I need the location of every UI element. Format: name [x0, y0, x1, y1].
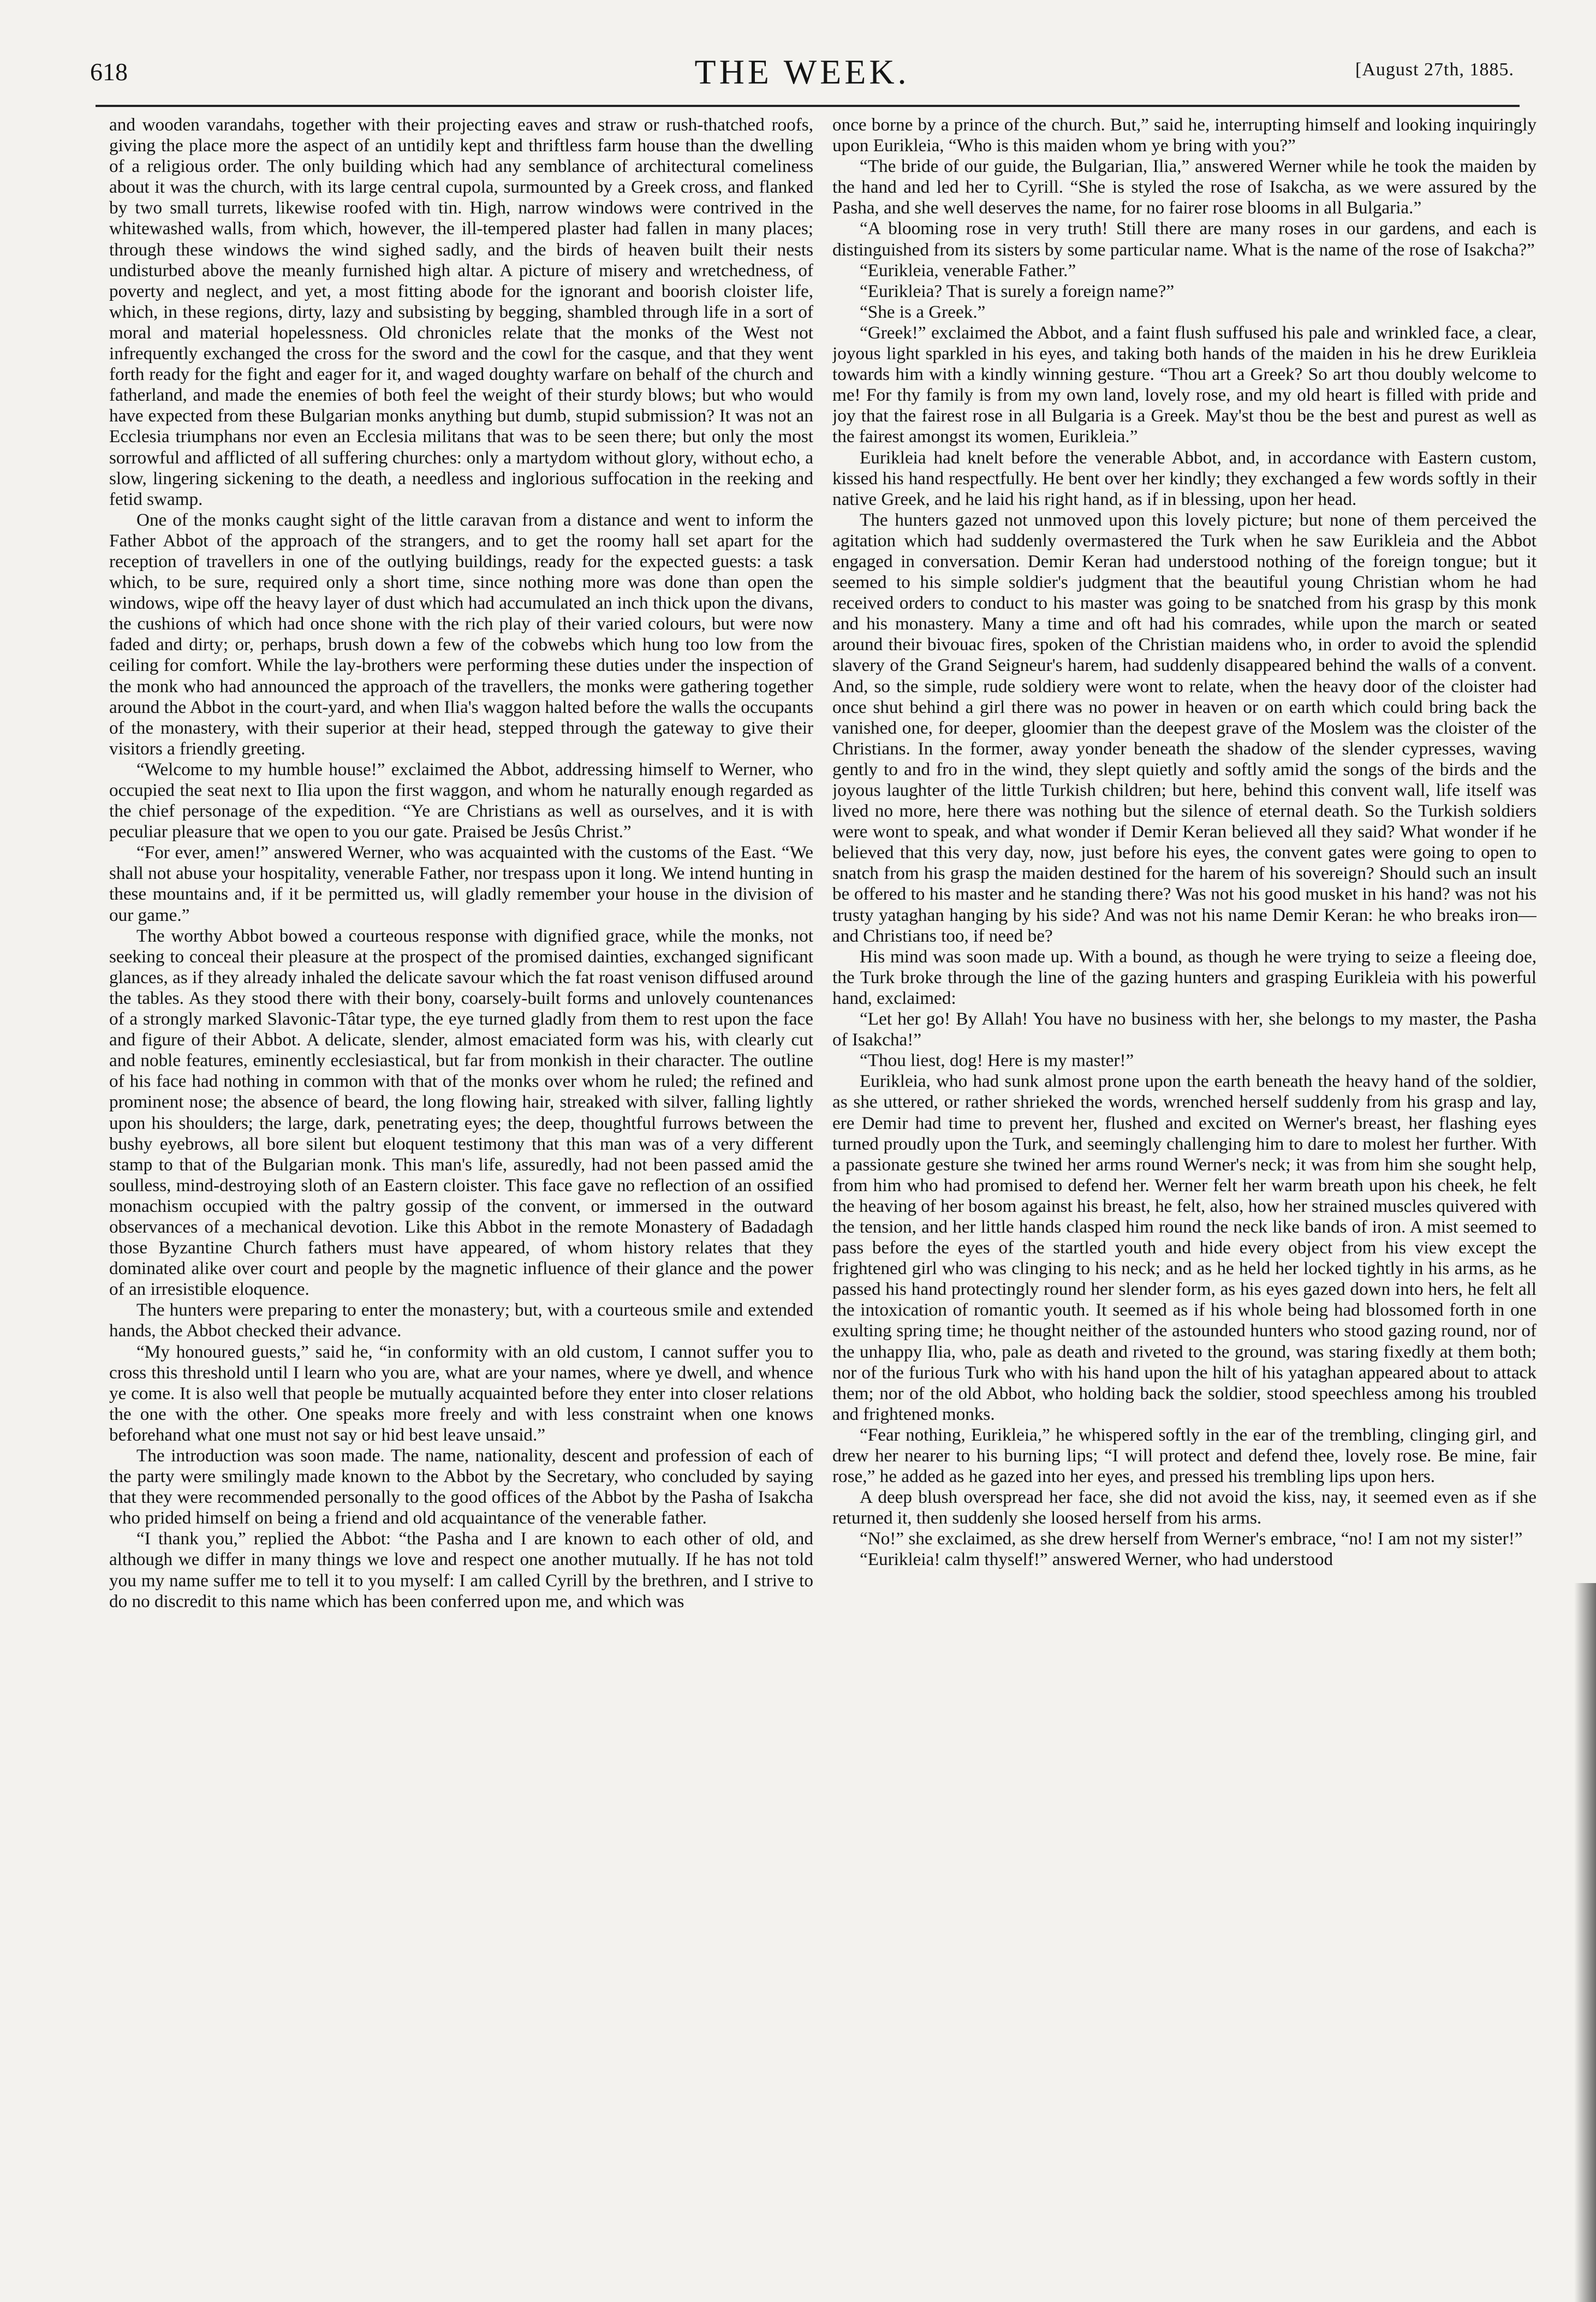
paragraph: “For ever, amen!” answered Werner, who was acquainted with the customs of the East. “We shall not abuse your hospitality, venerable Father, nor trespass upon it long. We intend hunting in these mountains and, if it be permitted us, will gladly remember your house in the division of our game.” [109, 842, 813, 925]
paragraph: “No!” she exclaimed, as she drew herself from Werner's embrace, “no! I am not my sister!” [860, 1528, 1523, 1549]
paragraph: A deep blush overspread her face, she did not avoid the kiss, nay, it seemed even as if she returned it, then suddenly she loosed herself from his arms. [832, 1487, 1537, 1528]
paragraph: The introduction was soon made. The name, nationality, descent and profession of each of the party were smilingly made known to the Abbot by the Secretary, who concluded by saying that they were recommended personally to the good offices of the Abbot by the Pasha of Isakcha who prided himself on being a friend and old acquaintance of the venerable father. [109, 1446, 813, 1528]
paragraph: “The bride of our guide, the Bulgarian, Ilia,” answered Werner while he took the maiden by the hand and led her to Cyrill. “She is styled the rose of Isakcha, as we were assured by the Pasha, and she well deserves the name, for no fairer rose blooms in all Bulgaria.” [832, 156, 1537, 218]
paragraph: The worthy Abbot bowed a courteous response with dignified grace, while the monks, not seeking to conceal their pleasure at the prospect of the promised dainties, exchanged significant glances, as if they already inhaled the delicate savour which the fat roast venison diffused around the tables. As they stood there with their bony, coarsely-built forms and unlovely countenances of a strongly marked Slavonic-Tâtar type, the eye turned gladly from them to rest upon the face and figure of their Abbot. A delicate, slender, almost emaciated form was his, with clearly cut and noble features, eminently ecclesiastical, but far from monkish in their character. The outline of his face had nothing in common with that of the monks over whom he ruled; the refined and prominent nose; the absence of beard, the long flowing hair, streaked with silver, falling lightly upon his shoulders; the large, dark, penetrating eyes; the deep, thoughtful furrows between the bushy eyebrows, all bore silent but eloquent testimony that this man was of a very different stamp to that of the Bulgarian monk. This man's life, assuredly, had not been passed amid the soulless, mind-destroying sloth of an Eastern cloister. This face gave no reflection of an ossified monachism occupied with the paltry gossip of the convent, or immersed in the outward observances of a mechanical devotion. Like this Abbot in the remote Monastery of Badadagh those Byzantine Church fathers must have appeared, of whom history relates that they dominated alike over court and people by the magnetic influence of their glance and the power of an irresistible eloquence. [109, 925, 813, 1300]
paragraph: “I thank you,” replied the Abbot: “the Pasha and I are known to each other of old, and although we differ in many things we love and respect one another mutually. If he has not told you my name suffer me to tell it to you myself: I am called Cyrill by the brethren, and I strive to do no discredit to this name which has been conferred upon me, and which was [109, 1528, 813, 1611]
paragraph: Eurikleia had knelt before the venerable Abbot, and, in accordance with Eastern custom, kissed his hand respectfully. He bent over her kindly; they exchanged a few words softly in their native Greek, and he laid his right hand, as if in blessing, upon her head. [832, 447, 1537, 509]
paragraph: “Fear nothing, Eurikleia,” he whispered softly in the ear of the trembling, clinging girl, and drew her nearer to his burning lips; “I will protect and defend thee, lovely rose. Be mine, fair rose,” he added as he gazed into her eyes, and pressed his trembling lips upon hers. [832, 1424, 1537, 1487]
left-column [109, 115, 813, 2291]
paragraph: “A blooming rose in very truth! Still there are many roses in our gardens, and each is distinguished from its sisters by some particular name. What is the name of the rose of Isakcha?” [832, 218, 1537, 260]
paragraph: “Thou liest, dog! Here is my master!” [860, 1050, 1134, 1071]
paragraph: and wooden varandahs, together with their projecting eaves and straw or rush-thatched roofs, giving the place more the aspect of an untidily kept and thriftless farm house than the dwelling of a religious order. The only building which had any semblance of architectural comeliness about it was the church, with its large central cupola, surmounted by a Greek cross, and flanked by two small turrets, likewise roofed with tin. High, narrow windows were contrived in the whitewashed walls, from which, however, the ill-tempered plaster had fallen in many places; through these windows the wind sighed sadly, and the birds of heaven built their nests undisturbed above the meanly furnished high altar. A picture of misery and wretchedness, of poverty and neglect, and yet, a most fitting abode for the ignorant and boorish cloister life, which, in these regions, dirty, lazy and subsisting by begging, shambled through life in a sort of moral and material hopelessness. Old chronicles relate that the monks of the West not infrequently exchanged the cross for the sword and the cowl for the casque, and that they went forth ready for the fight and eager for it, and waged doughty warfare on behalf of the church and fatherland, and made the enemies of both feel the weight of their sturdy blows; but who would have expected from these Bulgarian monks anything but dumb, stupid submission? It was not an Ecclesia triumphans nor even an Ecclesia militans that was to be seen there; but only the most sorrowful and afflicted of all suffering churches: only a martydom without glory, without echo, a slow, lingering sickening to the death, a needless and inglorious suffocation in the reeking and fetid swamp. [109, 115, 813, 509]
paragraph: “Eurikleia! calm thyself!” answered Werner, who had understood [860, 1549, 1333, 1570]
paragraph: “Welcome to my humble house!” exclaimed the Abbot, addressing himself to Werner, who occupied the seat next to Ilia upon the first waggon, and whom he naturally enough regarded as the chief personage of the expedition. “Ye are Christians as well as ourselves, and it is with peculiar pleasure that we open to you our gate. Praised be Jesûs Christ.” [109, 759, 813, 842]
publication-title: THE WEEK. [694, 52, 910, 91]
paragraph: His mind was soon made up. With a bound, as though he were trying to seize a fleeing doe, the Turk broke through the line of the gazing hunters and grasping Eurikleia with his powerful hand, exclaimed: [832, 946, 1537, 1008]
paragraph: The hunters gazed not unmoved upon this lovely picture; but none of them perceived the agitation which had suddenly overmastered the Turk when he saw Eurikleia and the Abbot engaged in conversation. Demir Keran had understood nothing of the foreign tongue; but it seemed to his simple soldier's judgment that the beautiful young Christian whom he had received orders to conduct to his master was going to be snatched from his grasp by this monk and his monastery. Many a time and oft had his comrades, while upon the march or seated around their bivouac fires, spoken of the Christian maidens who, in order to avoid the splendid slavery of the Grand Seigneur's harem, had suddenly disappeared behind the walls of a convent. And, so the simple, rude soldiery were wont to relate, when the heavy door of the cloister had once shut behind a girl there was no power in heaven or on earth which could bring back the vanished one, for deeper, gloomier than the deepest grave of the Moslem was the cloister of the Christians. In the former, away yonder beneath the shadow of the slender cypresses, waving gently to and fro in the wind, they slept quietly and softly amid the songs of the birds and the joyous laughter of the little Turkish children; but here, behind this convent wall, life itself was lived no more, here there was nothing but the silence of eternal death. So the Turkish soldiers were wont to speak, and what wonder if Demir Keran believed all they said? What wonder if he believed that this very day, now, just before his eyes, the convent gates were going to open to snatch from his grasp the maiden destined for the harem of his sovereign? Should such an insult be offered to his master and he standing there? Was not his good musket in his hand? was not his trusty yataghan hanging by his side? And was not his name Demir Keran: he who breaks iron—and Christians too, if need be? [832, 509, 1537, 946]
paragraph: “Eurikleia, venerable Father.” [860, 260, 1076, 281]
paragraph: “Eurikleia? That is surely a foreign name?” [860, 281, 1175, 301]
header-rule [96, 105, 1520, 107]
right-column [832, 115, 1537, 2291]
paragraph: Eurikleia, who had sunk almost prone upon the earth beneath the heavy hand of the soldier, as she uttered, or rather shrieked the words, wrenched herself suddenly from his grasp and lay, ere Demir had time to prevent her, flushed and excited on Werner's breast, her flashing eyes turned proudly upon the Turk, and seemingly challenging him to dare to molest her further. With a passionate gesture she twined her arms round Werner's neck; it was from him she sought help, from him who had promised to defend her. Werner felt her warm breath upon his cheek, he felt the heaving of her bosom against his breast, he felt, also, how her strained muscles quivered with the tension, and her little hands clasped him round the neck like bands of iron. A mist seemed to pass before the eyes of the startled youth and hide every object from his view except the frightened girl who was clinging to his neck; and as he held her locked tightly in his arms, as he passed his hand protectingly round her slender form, as his eyes gazed down into hers, he felt all the intoxication of romantic youth. It seemed as if his whole being had blossomed forth in one exulting spring time; he thought neither of the astounded hunters who stood gazing round, nor of the unhappy Ilia, who, pale as death and riveted to the ground, was staring fixedly at them both; nor of the furious Turk who with his hand upon the hilt of his yataghan appeared about to attack them; nor of the old Abbot, who holding back the soldier, stood speechless among his troubled and frightened monks. [832, 1071, 1537, 1424]
paragraph: “Let her go! By Allah! You have no business with her, she belongs to my master, the Pasha of Isakcha!” [832, 1009, 1537, 1050]
page-number: 618 [90, 58, 128, 86]
paragraph: “My honoured guests,” said he, “in conformity with an old custom, I cannot suffer you to cross this threshold until I learn who you are, what are your names, where ye dwell, and whence ye come. It is also well that people be mutually acquainted before they enter into closer relations the one with the other. One speaks more freely and with less constraint when one knows beforehand what one must not say or hid best leave unsaid.” [109, 1341, 813, 1445]
masthead [90, 52, 1514, 101]
paragraph: The hunters were preparing to enter the monastery; but, with a courteous smile and extended hands, the Abbot checked their advance. [109, 1300, 813, 1341]
issue-date: [August 27th, 1885. [1355, 60, 1514, 80]
paragraph: once borne by a prince of the church. But,” said he, interrupting himself and looking inquiringly upon Eurikleia, “Who is this maiden whom ye bring with you?” [832, 115, 1537, 156]
paragraph: “She is a Greek.” [860, 301, 986, 322]
paragraph: One of the monks caught sight of the little caravan from a distance and went to inform the Father Abbot of the approach of the strangers, and to get the roomy hall set apart for the reception of travellers in one of the outlying buildings, ready for the expected guests: a task which, to be sure, required only a short time, since nothing more was done than open the windows, wipe off the heavy layer of dust which had accumulated an inch thick upon the divans, the cushions of which had once shone with the rich play of their varied colours, but were now faded and dirty; or, perhaps, brush down a few of the cobwebs which hung too low from the ceiling for comfort. While the lay-brothers were performing these duties under the inspection of the monk who had announced the approach of the travellers, the monks were gathering together around the Abbot in the court-yard, and when Ilia's waggon halted before the walls the occupants of the monastery, with their superior at their head, stepped through the gateway to give their visitors a friendly greeting. [109, 509, 813, 759]
paragraph: “Greek!” exclaimed the Abbot, and a faint flush suffused his pale and wrinkled face, a clear, joyous light sparkled in his eyes, and taking both hands of the maiden in his he drew Eurikleia towards him with a kindly winning gesture. “Thou art a Greek? So art thou doubly welcome to me! For thy family is from my own land, lovely rose, and my old heart is filled with pride and joy that the fairest rose in all Bulgaria is a Greek. May'st thou be the best and purest as well as the fairest amongst its women, Eurikleia.” [832, 322, 1537, 447]
page-edge-shadow [1574, 1583, 1596, 2302]
